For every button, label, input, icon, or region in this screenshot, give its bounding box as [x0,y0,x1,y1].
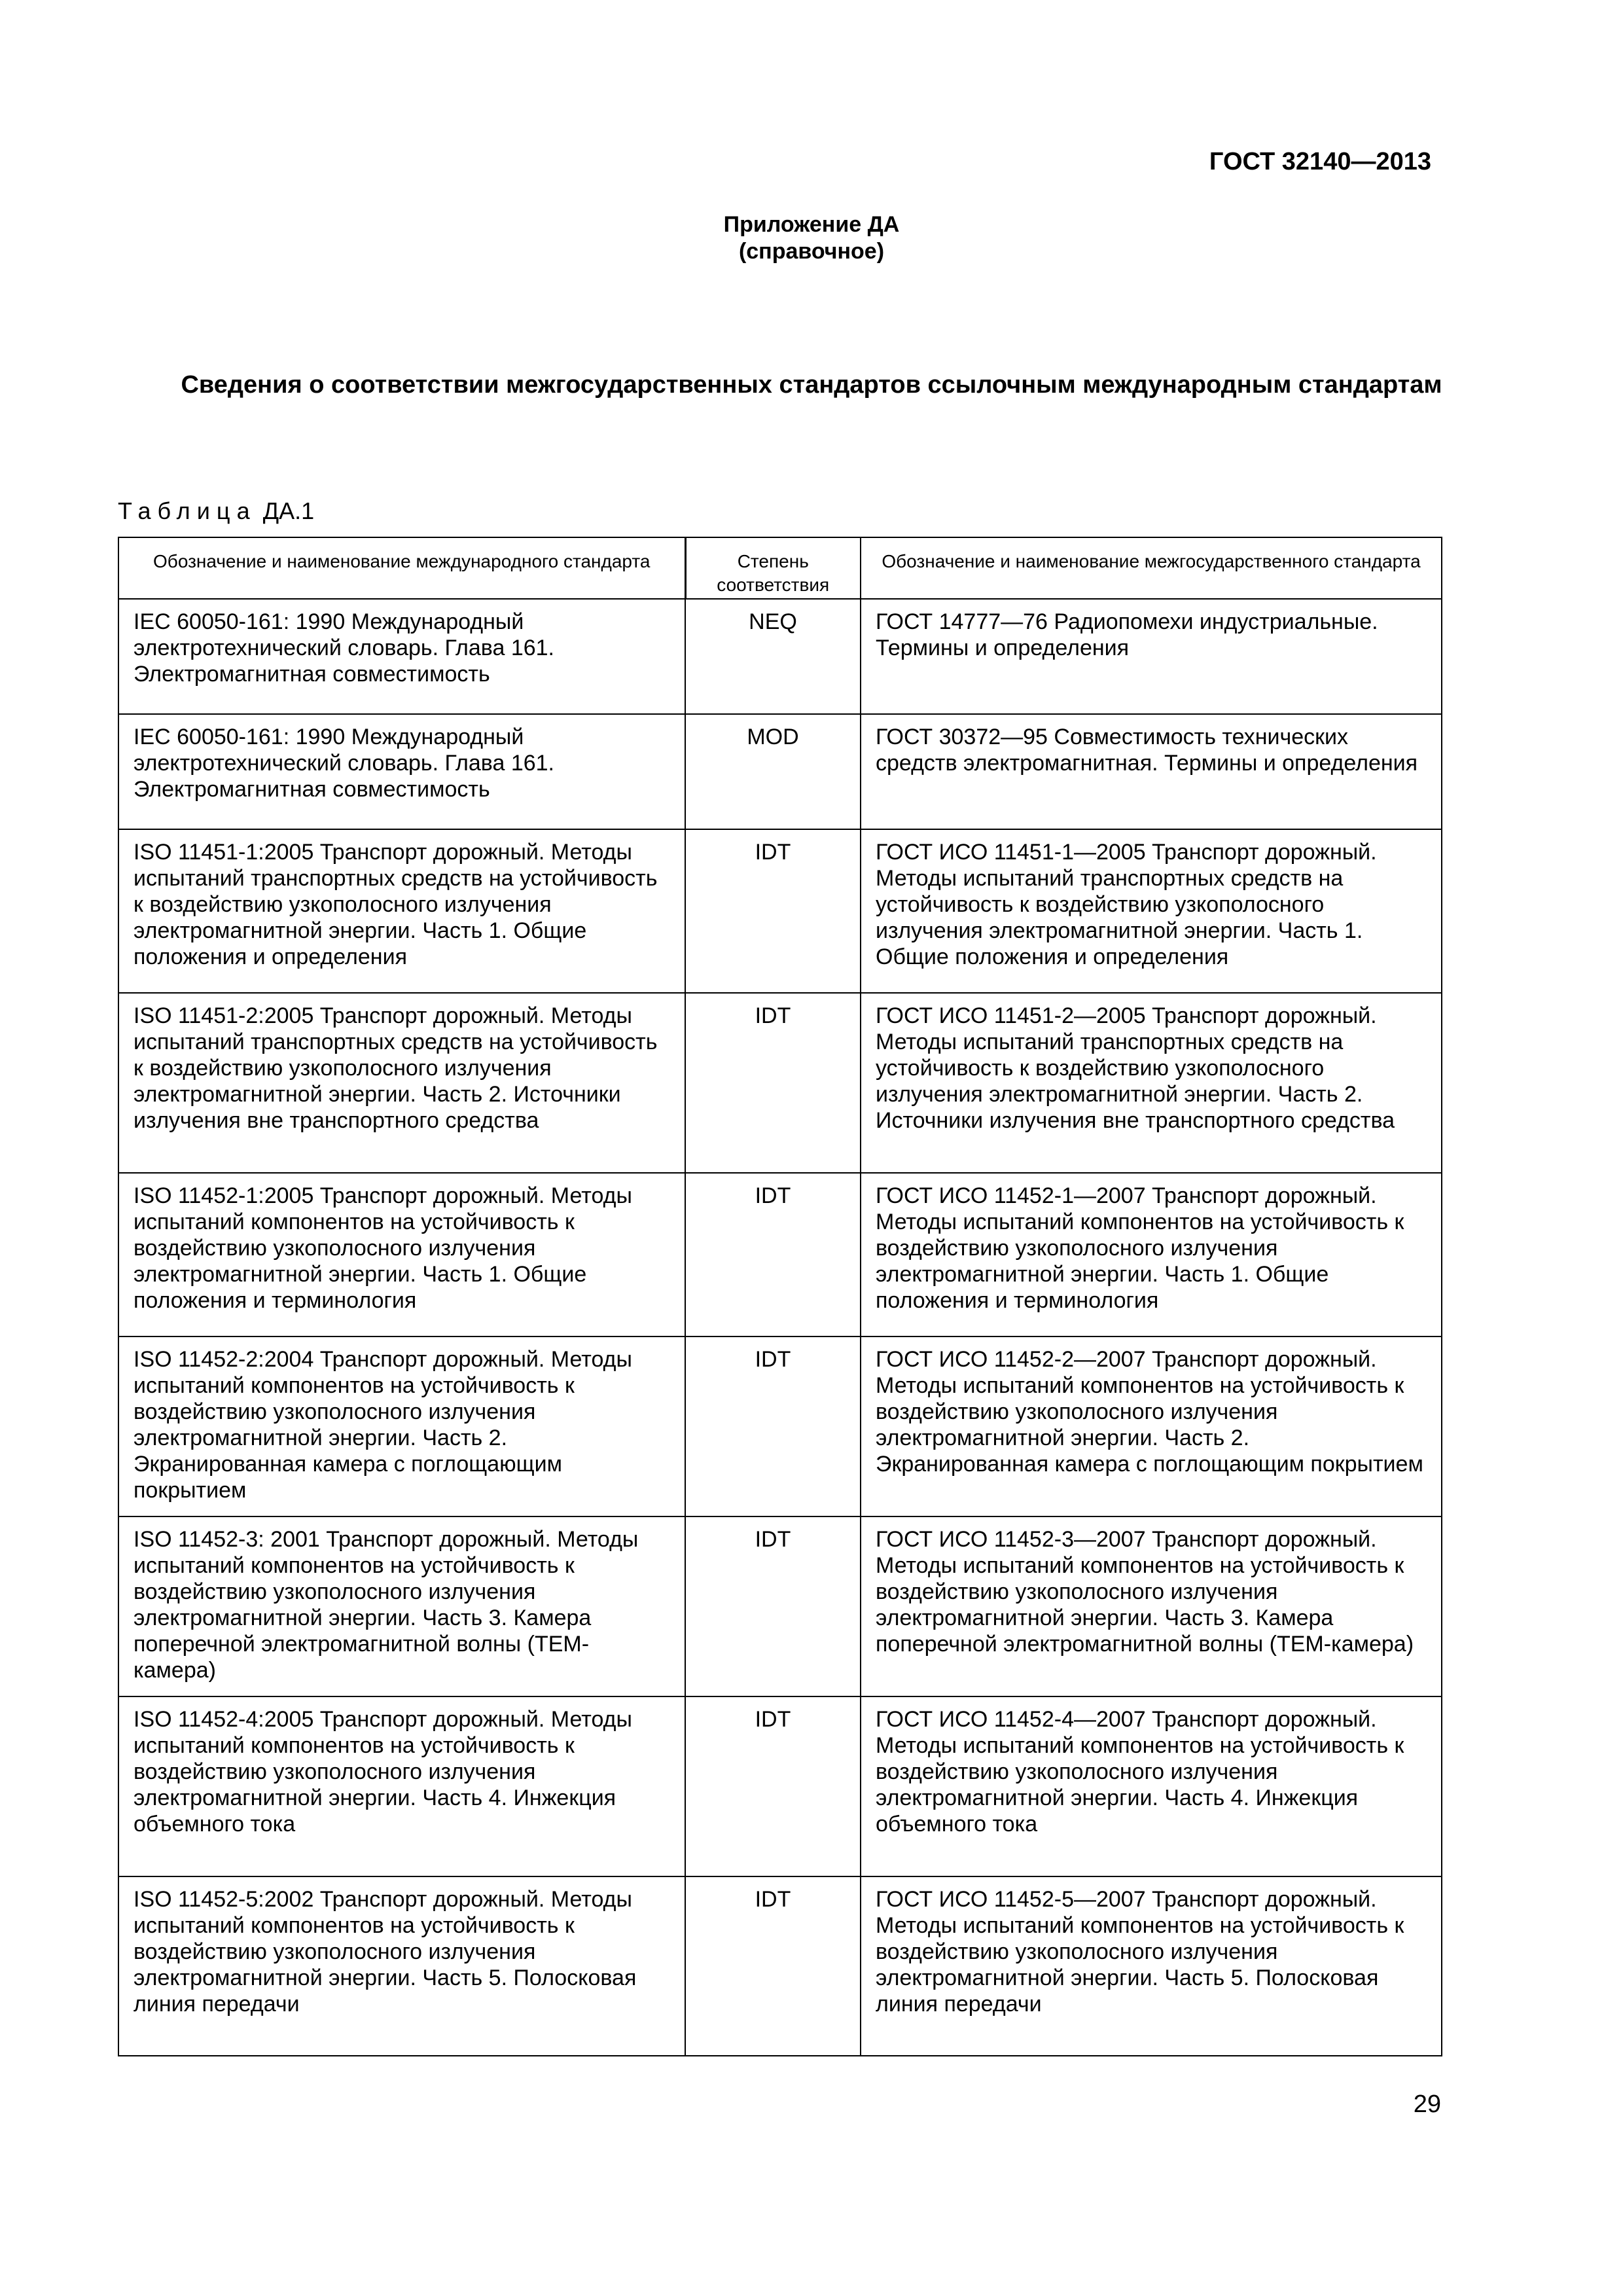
cell-international-standard: ISO 11451-1:2005 Транспорт дорожный. Методы испытаний транспортных средств на устойчивость к воздействию узкополосного излучения электромагнитной энергии. Часть 1. Общие положения и определения [118,829,685,993]
cell-degree: IDT [685,1876,861,2056]
table-row [118,829,1442,993]
cell-interstate-standard: ГОСТ ИСО 11452-3—2007 Транспорт дорожный. Методы испытаний компонентов на устойчивость к воздействию узкополосного излучения электромагнитной энергии. Часть 3. Камера поперечной электромагнитной волны (ТЕМ-камера) [861,1516,1442,1696]
header-interstate-standard: Обозначение и наименование межгосударственного стандарта [861,537,1442,599]
cell-degree: IDT [685,829,861,993]
table-label [118,497,314,525]
cell-interstate-standard: ГОСТ 14777—76 Радиопомехи индустриальные. Термины и определения [861,599,1442,714]
annex-title: Приложение ДА [723,212,900,237]
table-row [118,1173,1442,1336]
cell-degree: IDT [685,1696,861,1876]
cell-international-standard: ISO 11452-3: 2001 Транспорт дорожный. Методы испытаний компонентов на устойчивость к воздействию узкополосного излучения электромагнитной энергии. Часть 3. Камера поперечной электромагнитной волны (ТЕМ-камера) [118,1516,685,1696]
table-row [118,714,1442,829]
table-label-number: ДА.1 [262,497,315,524]
header-international-standard: Обозначение и наименование международного стандарта [118,537,685,599]
cell-degree: NEQ [685,599,861,714]
table-header-row [118,537,1442,599]
table-row [118,1336,1442,1516]
cell-interstate-standard: ГОСТ ИСО 11452-2—2007 Транспорт дорожный. Методы испытаний компонентов на устойчивость к воздействию узкополосного излучения электромагнитной энергии. Часть 2. Экранированная камера с поглощающим покрытием [861,1336,1442,1516]
cell-interstate-standard: ГОСТ ИСО 11452-1—2007 Транспорт дорожный. Методы испытаний компонентов на устойчивость к воздействию узкополосного излучения электромагнитной энергии. Часть 1. Общие положения и терминология [861,1173,1442,1336]
cell-interstate-standard: ГОСТ 30372—95 Совместимость технических средств электромагнитная. Термины и определения [861,714,1442,829]
cell-interstate-standard: ГОСТ ИСО 11451-2—2005 Транспорт дорожный. Методы испытаний транспортных средств на устойчивость к воздействию узкополосного излучения электромагнитной энергии. Часть 2. Источники излучения вне транспортного средства [861,993,1442,1173]
table-row [118,1876,1442,2056]
cell-degree: IDT [685,1173,861,1336]
cell-international-standard: ISO 11452-2:2004 Транспорт дорожный. Методы испытаний компонентов на устойчивость к воздействию узкополосного излучения электромагнитной энергии. Часть 2. Экранированная камера с поглощающим покрытием [118,1336,685,1516]
page-title: Сведения о соответствии межгосударственных стандартов ссылочным международным стандартам [181,371,1442,399]
cell-degree: IDT [685,1336,861,1516]
page-number: 29 [1413,2090,1441,2118]
table-label-word: Таблица [118,497,257,524]
cell-international-standard: ISO 11451-2:2005 Транспорт дорожный. Методы испытаний транспортных средств на устойчивость к воздействию узкополосного излучения электромагнитной энергии. Часть 2. Источники излучения вне транспортного средства [118,993,685,1173]
cell-international-standard: IEC 60050-161: 1990 Международный электротехнический словарь. Глава 161. Электромагнитная совместимость [118,599,685,714]
cell-international-standard: ISO 11452-1:2005 Транспорт дорожный. Методы испытаний компонентов на устойчивость к воздействию узкополосного излучения электромагнитной энергии. Часть 1. Общие положения и терминология [118,1173,685,1336]
cell-degree: IDT [685,993,861,1173]
cell-degree: IDT [685,1516,861,1696]
table-row [118,599,1442,714]
cell-international-standard: IEC 60050-161: 1990 Международный электротехнический словарь. Глава 161. Электромагнитная совместимость [118,714,685,829]
table-row [118,1516,1442,1696]
header-degree: Степень соответствия [685,537,861,599]
cell-international-standard: ISO 11452-4:2005 Транспорт дорожный. Методы испытаний компонентов на устойчивость к воздействию узкополосного излучения электромагнитной энергии. Часть 4. Инжекция объемного тока [118,1696,685,1876]
document-code: ГОСТ 32140—2013 [1209,148,1431,175]
table-row [118,993,1442,1173]
cell-interstate-standard: ГОСТ ИСО 11452-4—2007 Транспорт дорожный. Методы испытаний компонентов на устойчивость к воздействию узкополосного излучения электромагнитной энергии. Часть 4. Инжекция объемного тока [861,1696,1442,1876]
cell-degree: MOD [685,714,861,829]
cell-interstate-standard: ГОСТ ИСО 11451-1—2005 Транспорт дорожный. Методы испытаний транспортных средств на устойчивость к воздействию узкополосного излучения электромагнитной энергии. Часть 1. Общие положения и определения [861,829,1442,993]
cell-international-standard: ISO 11452-5:2002 Транспорт дорожный. Методы испытаний компонентов на устойчивость к воздействию узкополосного излучения электромагнитной энергии. Часть 5. Полосковая линия передачи [118,1876,685,2056]
standards-table [118,537,1442,2056]
cell-interstate-standard: ГОСТ ИСО 11452-5—2007 Транспорт дорожный. Методы испытаний компонентов на устойчивость к воздействию узкополосного излучения электромагнитной энергии. Часть 5. Полосковая линия передачи [861,1876,1442,2056]
table-row [118,1696,1442,1876]
annex-subtitle: (справочное) [738,239,885,264]
